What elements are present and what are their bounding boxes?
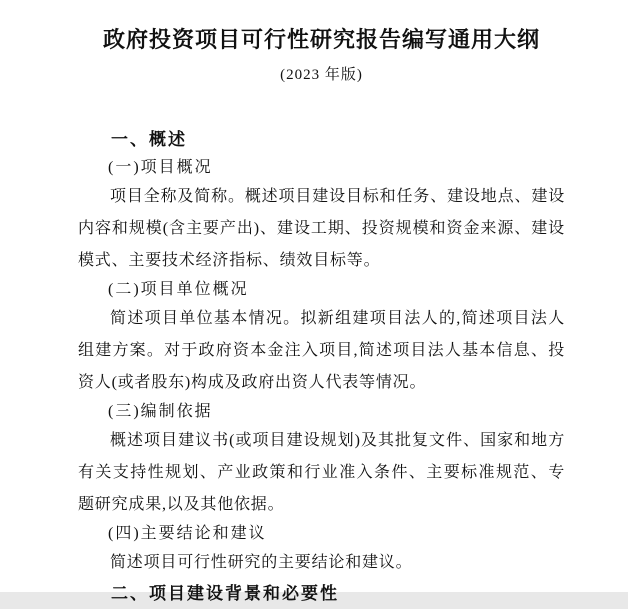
paragraph-compilation-basis: 概述项目建议书(或项目建设规划)及其批复文件、国家和地方有关支持性规划、产业政策和行业准入条件、主要标准规范、专题研究成果,以及其他依据。 <box>78 432 565 513</box>
sub-heading-1-4: (四)主要结论和建议 <box>108 525 267 542</box>
document-title: 政府投资项目可行性研究报告编写通用大纲 <box>102 27 540 52</box>
section-heading-1: 一、概述 <box>111 130 187 149</box>
document-subtitle: (2023 年版) <box>280 67 363 83</box>
document-body <box>78 125 565 609</box>
paragraph-conclusions: 简述项目可行性研究的主要结论和建议。 <box>110 554 413 571</box>
section-heading-2: 二、项目建设背景和必要性 <box>111 584 339 603</box>
paragraph-unit-overview: 简述项目单位基本情况。拟新组建项目法人的,简述项目法人组建方案。对于政府资本金注入项目,简述项目法人基本信息、投资人(或者股东)构成及政府出资人代表等情况。 <box>78 310 565 391</box>
paragraph-project-overview: 项目全称及简称。概述项目建设目标和任务、建设地点、建设内容和规模(含主要产出)、建设工期、投资规模和资金来源、建设模式、主要技术经济指标、绩效目标等。 <box>78 188 565 269</box>
sub-heading-1-3: (三)编制依据 <box>108 403 213 420</box>
sub-heading-1-1: (一)项目概况 <box>108 159 213 176</box>
sub-heading-1-2: (二)项目单位概况 <box>108 281 249 298</box>
